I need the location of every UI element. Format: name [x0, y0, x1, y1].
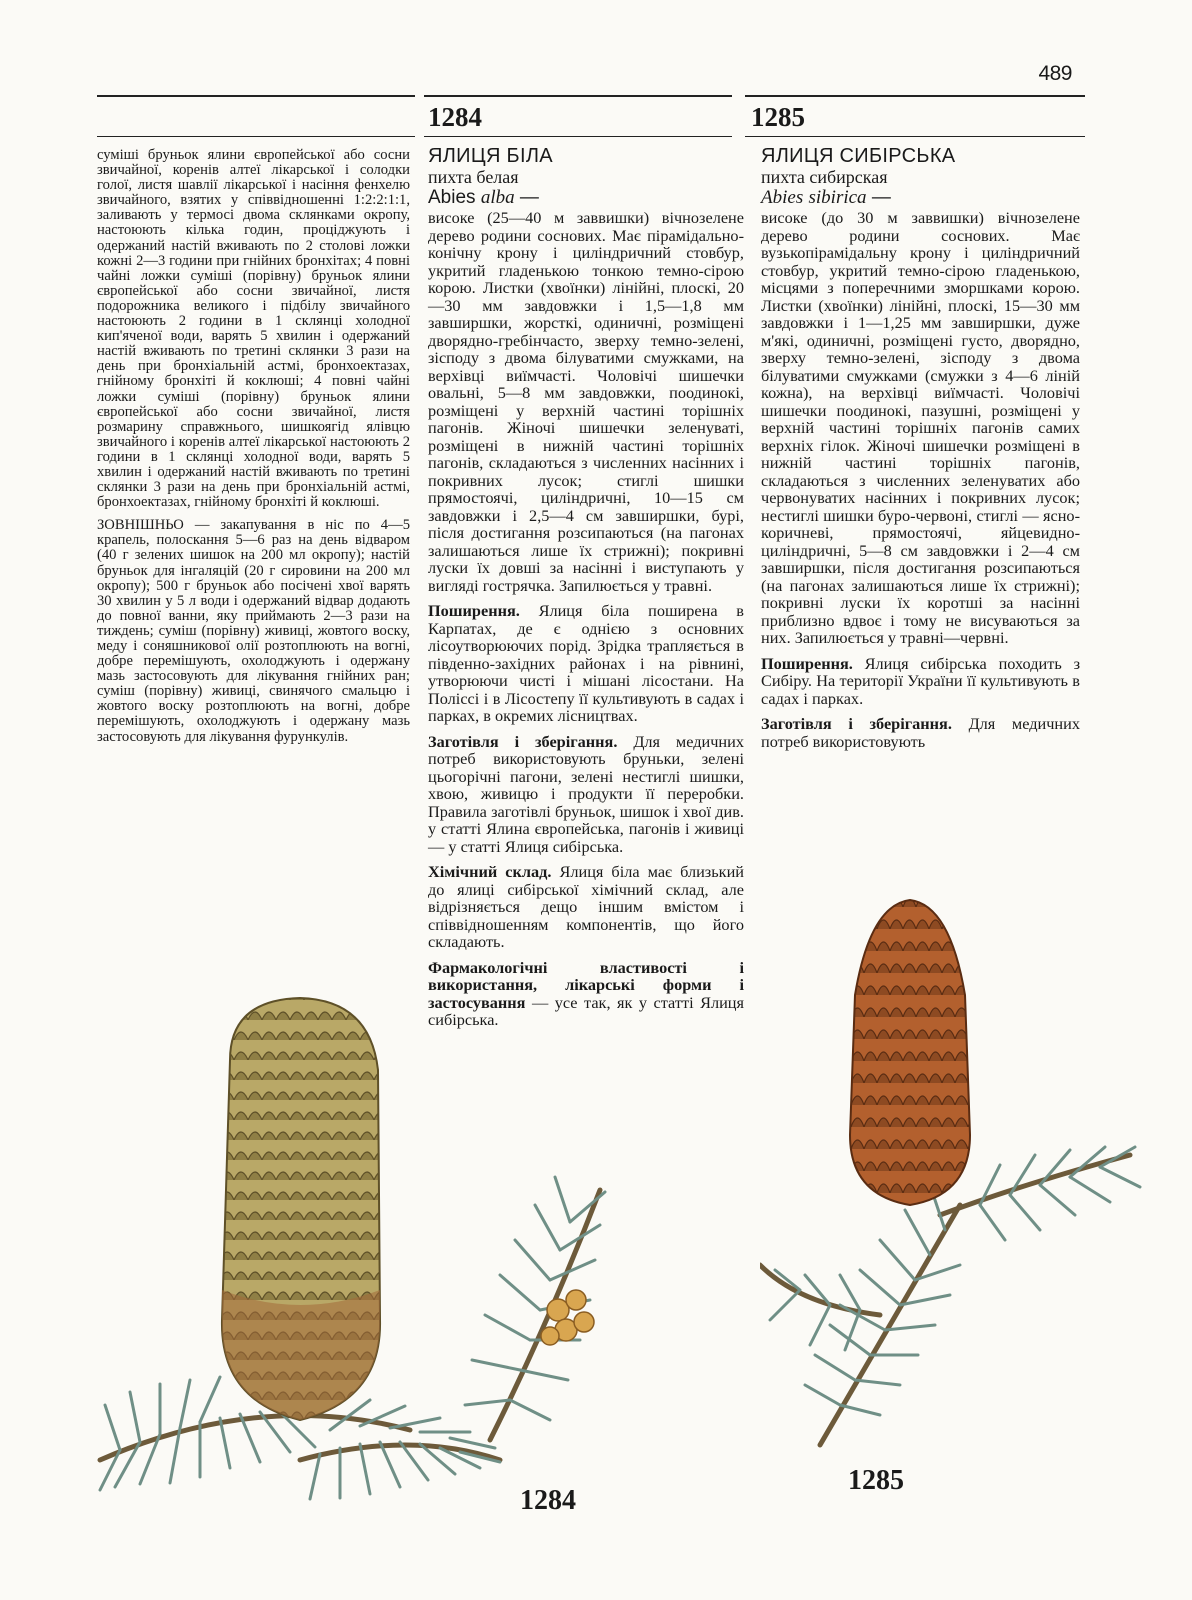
cone-abies-sibirica: [850, 900, 970, 1205]
illustration-abies-alba: [80, 960, 740, 1520]
prescription-paragraph: суміші бруньок ялини європейської або сосни звичайної, коренів алтеї лікарської і солодки голої, листя шавлії лікарської і насіння фенхелю звичайного, взятих у співвідношенні 1:2:2:1:1, заливають у термосі двома склянками окропу, настоюють кілька годин, проціджують і одержаний настій вживають по 2 столові ложки кожні 2—3 години при гнійних бронхітах; 4 повні чайні ложки суміші (порівну) бруньок ялини європейської або сосни звичайної, листя подорожника великого і підбілу звичайного настоюють 2 години в 1 склянці холодної кип'яченої води, варять 5 хвилин і одержаний настій вживають по третині склянки 3 рази на день при бронхіальній астмі, бронхоектазах, гнійному бронхіті й коклюші; 4 повні чайні ложки суміші (порівну) бруньок ялини європейської або сосни звичайної, листя розмарину справжнього, шишкоягід ялівцю звичайного і коренів алтеї лікарської настоюють 2 години в 1 склянці холодної води, варять 5 хвилин і одержаний настій вживають по третині склянки 3 рази на день при бронхіальній астмі, бронхоектазах, гнійному бронхіті й коклюші.: [97, 147, 410, 511]
column-left: [97, 148, 410, 753]
illustration-label-1285: 1285: [848, 1465, 904, 1496]
header-rule-right-bottom: [745, 136, 1085, 137]
latin-genus: Abies: [428, 187, 476, 208]
latin-species: alba: [480, 187, 515, 208]
latin-name: [761, 187, 1080, 209]
distribution-paragraph: [761, 655, 1080, 708]
header-rule-left: [97, 95, 415, 97]
external-use-text: — закапування в ніс по 4—5 крапель, полоскання 5—6 раз на день відваром (40 г зелених шишок на 200 мл окропу); настій бруньок для інгаляцій (20 г сировини на 200 мл окропу); 500 г бруньок або посічені хвої варять 30 хвилин у 5 л води і одержаний відвар додають до повної ванни, яку приймають 2—3 рази на тиждень; суміш (порівну) живиці, жовтого воску, меду і соняшникової олії розтоплюють на вогні, добре перемішують, охолоджують і одержану мазь застосовують для лікування гнійних ран; суміш (порівну) живиці, свинячого смальцю і жовтого воску розтоплюють на вогні, добре перемішують, охолоджують і одержану мазь застосовують для лікування фурункулів.: [97, 517, 410, 745]
chemistry-text: Ялиця біла має близький до ялиці сибірської хімічний склад, але відрізняється дещо іншим вмістом і співвідношенням компонентів, що його складають.: [428, 862, 744, 951]
entry-1284: [428, 145, 744, 1037]
harvest-heading: Заготівля і зберігання.: [761, 714, 952, 733]
latin-dash: —: [866, 187, 891, 208]
latin-genus: Abies: [761, 187, 804, 208]
harvest-text: Для медичних потреб використовують: [761, 714, 1080, 751]
header-rule-mid-bottom: [424, 136, 732, 137]
header-rule-left-bottom: [97, 136, 415, 137]
chemistry-heading: Хімічний склад.: [428, 862, 552, 881]
pharmacology-text: — усе так, як у статті Ялиця сибірська.: [428, 992, 744, 1029]
illustration-label-1284: 1284: [520, 1485, 576, 1516]
entry-1285: [761, 145, 1080, 758]
harvest-paragraph: [428, 733, 744, 856]
latin-dash: —: [514, 187, 539, 208]
distribution-heading: Поширення.: [428, 601, 520, 620]
needle-foliage: [770, 1147, 1140, 1415]
illustration-abies-sibirica: [760, 885, 1160, 1485]
header-rule-mid: [424, 95, 732, 97]
cone-base-shading: [222, 1290, 380, 1420]
russian-name: пихта сибирская: [761, 167, 888, 187]
description: високе (до 30 м заввишки) вічнозелене дерево родини соснових. Має вузькопірамідальну крону і циліндричний стовбур, укритий темно-сірою гладенькою, місцями з поперечними зморшками корою. Листки (хвоїнки) лінійні, плоскі, 15—30 мм завдовжки і 1—1,25 мм завширшки, дуже м'які, одиничні, розміщені густо, дворядно, зверху темно-зелені, зісподу з двома білуватими смужками (смужки з 4—6 ліній кожна), на верхівці виїмчасті. Чоловічі шишечки поодинокі, пазушні, розміщені у верхній частині торішніх пагонів самих верхніх гілок. Жіночі шишечки розміщені в нижній частині торішніх пагонів, складаються з численних зеленуватих або червонуватих насінних і покривних лусок; нестиглі шишки буро-червоні, стиглі — ясно-коричневі, прямостоячі, яйцевидно-циліндричні, 5—8 см завдовжки і 2—4 см завширшки, після достигання розсипаються (на пагонах залишаються лише їх стрижні); покривні луски їх коротші за насінні приблизно вдвоє і тому не висуваються за них. Запилюється у травні—червні.: [761, 208, 1080, 647]
harvest-heading: Заготівля і зберігання.: [428, 731, 618, 751]
pharmacology-heading: Фармакологічні властивості і використання, лікарські форми і застосування: [428, 957, 744, 1012]
page-number: 489: [1038, 62, 1072, 85]
latin-species: sibirica: [808, 187, 867, 208]
distribution-text: Ялиця біла поширена в Карпатах, де є однією з основних лісоутворюючих порід. Зрідка трапляється в південно-західних районах і на рівнині, утворюючи чисті і мішані лісостани. На Поліссі і в Лісостепу її культивують в садах і парках, в окремих лісництвах.: [428, 601, 744, 725]
entry-number-1284: 1284: [428, 102, 482, 132]
chemistry-paragraph: [428, 863, 744, 951]
external-use-heading: ЗОВНІШНЬО: [97, 517, 184, 534]
description: високе (25—40 м заввишки) вічнозелене дерево родини соснових. Має пірамідально-конічну крону і циліндричний стовбур, укритий гладенькою тонкою темно-сірою корою. Листки (хвоїнки) лінійні, плоскі, 20—30 мм завдовжки і 1,5—1,8 мм завширшки, жорсткі, одиничні, розміщені дворядно-гребінчасто, зверху темно-зелені, зісподу з двома білуватими смужками, на верхівці виїмчасті. Чоловічі шишечки овальні, 5—8 мм завдовжки, поодинокі, розміщені у верхній частині торішніх пагонів. Жіночі шишечки зеленуваті, розміщені в нижній частині торішніх пагонів, складаються з численних насінних і покривних лусок; стиглі шишки прямостоячі, циліндричні, 10—15 см завдовжки і 2,5—4 см завширшки, бурі, після достигання розсипаються (на пагонах залишаються лише їх стрижні); покривні луски їх довші за насінні і виступають у вигляді гострячка. Запилюється у травні.: [428, 208, 744, 595]
harvest-text: Для медичних потреб використовують бруньки, зелені цьогорічні пагони, зелені нестиглі шишки, хвою, живицю і продукти її переробки. Правила заготівлі бруньок, шишок і хвої див. у статті Ялина європейська, пагонів і живиці — у статті Ялиця сибірська.: [428, 731, 744, 856]
harvest-paragraph: [761, 715, 1080, 750]
branch-lines: [760, 1155, 1130, 1445]
latin-name: [428, 187, 744, 209]
distribution-paragraph: [428, 602, 744, 725]
external-use-paragraph: [97, 518, 410, 744]
distribution-text: Ялиця сибірська походить з Сибіру. На території України її культивують в садах і парках.: [761, 653, 1080, 708]
distribution-heading: Поширення.: [761, 653, 853, 673]
entry-number-1285: 1285: [751, 102, 805, 132]
entry-title: ЯЛИЦЯ СИБІРСЬКА: [761, 145, 956, 167]
header-rule-right: [745, 95, 1085, 97]
entry-title: ЯЛИЦЯ БІЛА: [428, 145, 553, 167]
russian-name: пихта белая: [428, 167, 519, 187]
